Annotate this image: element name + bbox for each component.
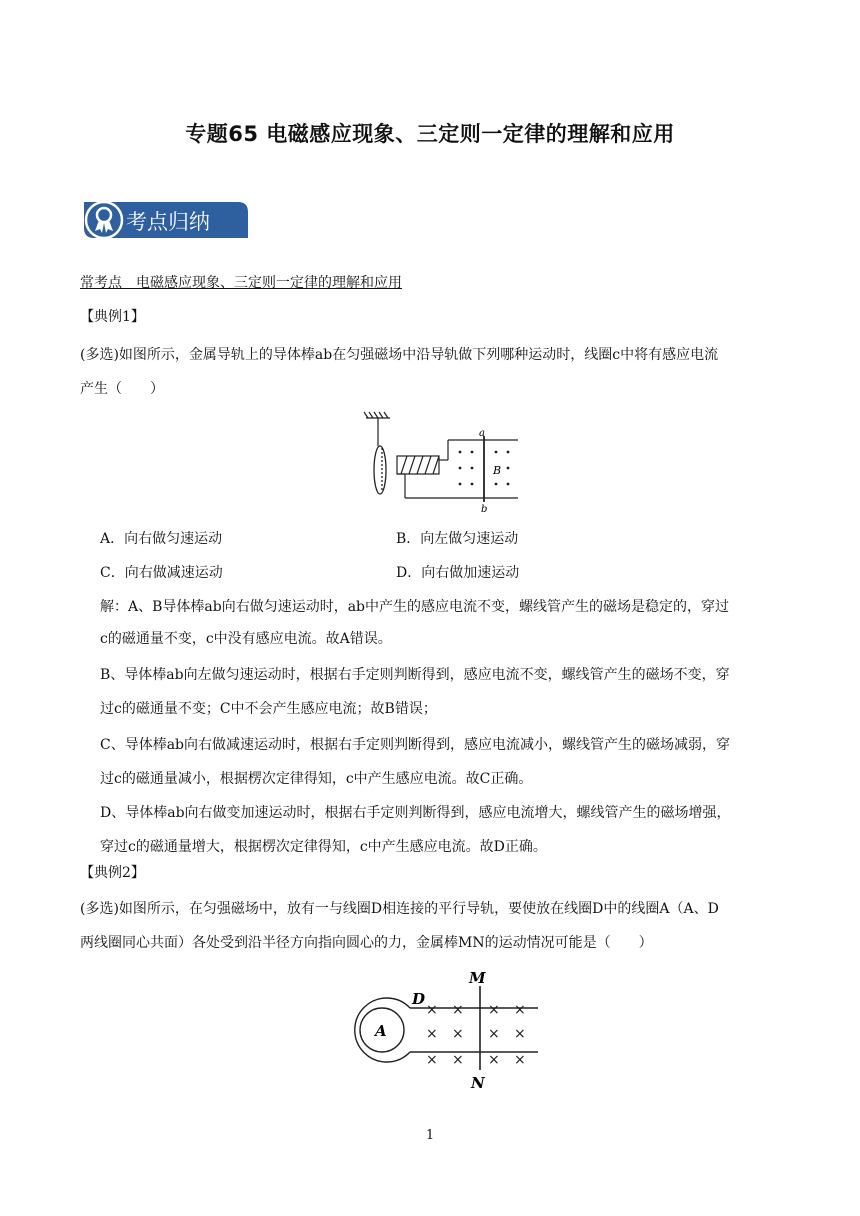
- example1-figure: [360, 408, 520, 514]
- svg-text:×: ×: [426, 1026, 438, 1042]
- badge-label: 考点归纳: [126, 210, 210, 234]
- solution-line: 穿过c的磁通量增大，根据楞次定律得知，c中产生感应电流。故D正确。: [100, 839, 547, 855]
- solution-line: 过c的磁通量不变；C中不会产生感应电流；故B错误；: [100, 701, 437, 717]
- label-B: B: [493, 464, 502, 477]
- label-a2: A: [375, 1022, 387, 1040]
- example2-figure: [338, 966, 548, 1092]
- svg-text:×: ×: [514, 1026, 526, 1042]
- label-d: D: [412, 990, 426, 1008]
- example1-label: 【典例1】: [80, 309, 145, 325]
- label-m: M: [469, 969, 486, 987]
- section-heading: 常考点 电磁感应现象、三定则一定律的理解和应用: [80, 275, 402, 291]
- example1-question-line2: 产生（ ）: [80, 381, 164, 397]
- svg-text:×: ×: [514, 1002, 526, 1018]
- label-a: a: [479, 428, 485, 439]
- svg-text:×: ×: [426, 1052, 438, 1068]
- svg-text:×: ×: [514, 1052, 526, 1068]
- svg-text:×: ×: [452, 1026, 464, 1042]
- ceiling-support: [364, 412, 390, 446]
- svg-text:×: ×: [488, 1052, 500, 1068]
- solution-line: 解：A、B导体棒ab向右做匀速运动时，ab中产生的感应电流不变，螺线管产生的磁场是稳定的，穿过: [100, 599, 730, 615]
- example2-label: 【典例2】: [80, 865, 145, 881]
- solution-line: c的磁通量不变，c中没有感应电流。故A错误。: [100, 631, 392, 647]
- section-badge: [80, 198, 250, 243]
- solution-line: C、导体棒ab向右做减速运动时，根据右手定则判断得到，感应电流减小，螺线管产生的磁场减弱，穿: [100, 737, 731, 753]
- svg-text:×: ×: [488, 1002, 500, 1018]
- page-title: 专题65 电磁感应现象、三定则一定律的理解和应用: [185, 122, 675, 146]
- example1-option-d: D．向右做加速运动: [396, 565, 520, 581]
- field-crosses: [426, 1002, 526, 1068]
- label-n: N: [471, 1074, 485, 1092]
- solution-line: D、导体棒ab向右做变加速运动时，根据右手定则判断得到，感应电流增大，螺线管产生的磁场增强，: [100, 805, 731, 821]
- label-b: b: [481, 504, 488, 514]
- svg-text:×: ×: [452, 1002, 464, 1018]
- svg-text:×: ×: [452, 1052, 464, 1068]
- example1-option-a: A．向右做匀速运动: [100, 531, 223, 547]
- solution-line: B、导体棒ab向左做匀速运动时，根据右手定则判断得到，感应电流不变，螺线管产生的磁场不变，穿: [100, 667, 730, 683]
- page-number: 1: [425, 1128, 435, 1143]
- example2-question-line2: 两线圈同心共面）各处受到沿半径方向指向圆心的力，金属棒MN的运动情况可能是（ ）: [80, 935, 653, 951]
- hanging-coil-c: [374, 446, 386, 494]
- svg-text:×: ×: [488, 1026, 500, 1042]
- example1-option-c: C．向右做减速运动: [100, 565, 223, 581]
- solenoid: [397, 440, 448, 498]
- solution-line: 过c的磁通量减小，根据楞次定律得知，c中产生感应电流。故C正确。: [100, 771, 533, 787]
- example2-question-line1: (多选)如图所示，在匀强磁场中，放有一与线圈D相连接的平行导轨，要使放在线圈D中的线圈A（A、D: [80, 901, 719, 917]
- example1-question-line1: (多选)如图所示，金属导轨上的导体棒ab在匀强磁场中沿导轨做下列哪种运动时，线圈c中将有感应电流: [80, 347, 719, 363]
- svg-text:×: ×: [426, 1002, 438, 1018]
- example1-option-b: B．向左做匀速运动: [396, 531, 519, 547]
